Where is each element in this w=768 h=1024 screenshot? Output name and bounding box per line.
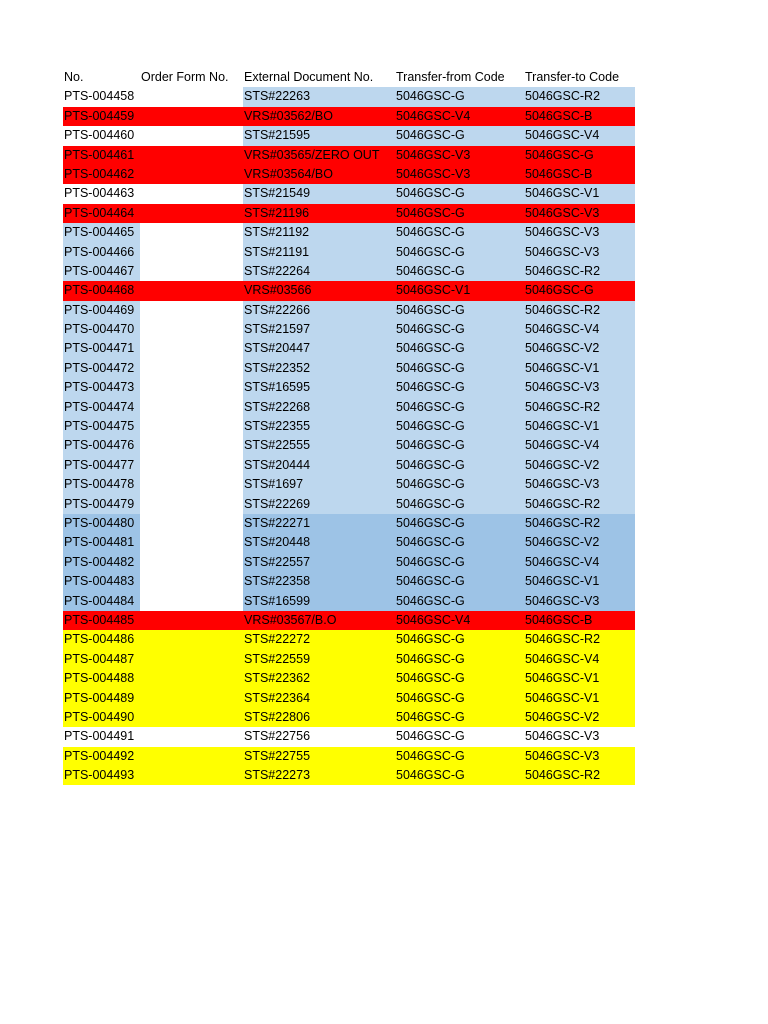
cell-external-document-no[interactable]: STS#22806: [243, 708, 395, 727]
transfer-orders-sheet: [63, 68, 635, 785]
cell-order-form-no[interactable]: [140, 766, 243, 785]
table-row: [63, 262, 635, 281]
cell-transfer-from-code[interactable]: 5046GSC-G: [395, 456, 524, 475]
cell-no[interactable]: PTS-004470: [63, 320, 140, 339]
cell-transfer-to-code[interactable]: 5046GSC-V1: [524, 669, 635, 688]
cell-no[interactable]: PTS-004475: [63, 417, 140, 436]
table-row: [63, 456, 635, 475]
cell-no[interactable]: PTS-004463: [64, 186, 135, 201]
cell-order-form-no[interactable]: [140, 630, 243, 649]
cell-external-document-no[interactable]: STS#21196: [243, 204, 395, 223]
cell-order-form-no[interactable]: [140, 533, 243, 552]
cell-external-document-no[interactable]: STS#22557: [243, 553, 395, 572]
cell-transfer-to-code[interactable]: 5046GSC-V3: [524, 223, 635, 242]
cell-external-document-no[interactable]: VRS#03566: [243, 281, 395, 300]
cell-transfer-from-code[interactable]: 5046GSC-G: [395, 708, 524, 727]
cell-order-form-no[interactable]: [140, 320, 243, 339]
table-row: [63, 436, 635, 455]
cell-no[interactable]: PTS-004466: [63, 243, 140, 262]
cell-no[interactable]: PTS-004484: [63, 592, 140, 611]
cell-order-form-no[interactable]: [140, 281, 243, 300]
cell-transfer-from-code[interactable]: 5046GSC-G: [395, 475, 524, 494]
table-row: [63, 708, 635, 727]
table-row: [63, 592, 635, 611]
cell-order-form-no[interactable]: [140, 359, 243, 378]
header-external-document-no[interactable]: External Document No.: [244, 70, 374, 84]
cell-transfer-to-code[interactable]: 5046GSC-V3: [524, 475, 635, 494]
cell-external-document-no[interactable]: STS#16595: [243, 378, 395, 397]
cell-transfer-from-code[interactable]: 5046GSC-G: [395, 378, 524, 397]
table-row: [63, 146, 635, 165]
cell-no[interactable]: PTS-004460: [64, 128, 135, 143]
cell-order-form-no[interactable]: [140, 708, 243, 727]
cell-transfer-to-code[interactable]: 5046GSC-V3: [524, 747, 635, 766]
cell-external-document-no[interactable]: STS#20447: [243, 339, 395, 358]
cell-no[interactable]: PTS-004461: [63, 146, 140, 165]
cell-no[interactable]: PTS-004464: [63, 204, 140, 223]
cell-no[interactable]: PTS-004474: [63, 398, 140, 417]
cell-no[interactable]: PTS-004486: [63, 630, 140, 649]
cell-transfer-to-code[interactable]: 5046GSC-V4: [524, 126, 635, 145]
cell-no[interactable]: PTS-004462: [63, 165, 140, 184]
cell-no[interactable]: PTS-004482: [63, 553, 140, 572]
cell-no[interactable]: PTS-004458: [64, 89, 135, 104]
cell-transfer-to-code[interactable]: 5046GSC-V1: [524, 572, 635, 591]
table-row: [63, 165, 635, 184]
table-row: [63, 572, 635, 591]
table-row: [63, 650, 635, 669]
cell-no[interactable]: PTS-004479: [63, 495, 140, 514]
header-transfer-to-code[interactable]: Transfer-to Code: [525, 70, 620, 84]
cell-transfer-from-code[interactable]: 5046GSC-V4: [395, 611, 524, 630]
cell-external-document-no[interactable]: STS#22364: [243, 689, 395, 708]
cell-order-form-no[interactable]: [140, 301, 243, 320]
cell-no[interactable]: PTS-004480: [63, 514, 140, 533]
header-transfer-from-code[interactable]: Transfer-from Code: [396, 70, 505, 84]
cell-order-form-no[interactable]: [140, 243, 243, 262]
cell-order-form-no[interactable]: [140, 747, 243, 766]
cell-transfer-to-code[interactable]: 5046GSC-R2: [524, 514, 635, 533]
cell-transfer-from-code[interactable]: 5046GSC-G: [395, 436, 524, 455]
cell-transfer-to-code[interactable]: 5046GSC-V3: [524, 204, 635, 223]
cell-order-form-no[interactable]: [140, 436, 243, 455]
cell-no[interactable]: PTS-004459: [63, 107, 140, 126]
cell-no[interactable]: PTS-004469: [63, 301, 140, 320]
cell-external-document-no[interactable]: STS#21549: [243, 184, 395, 203]
table-row: [63, 514, 635, 533]
cell-no[interactable]: PTS-004488: [63, 669, 140, 688]
cell-order-form-no[interactable]: [140, 592, 243, 611]
cell-external-document-no[interactable]: STS#22555: [243, 436, 395, 455]
cell-no[interactable]: PTS-004465: [63, 223, 140, 242]
cell-transfer-to-code[interactable]: 5046GSC-B: [524, 165, 635, 184]
cell-transfer-to-code[interactable]: 5046GSC-V4: [524, 320, 635, 339]
cell-transfer-from-code[interactable]: 5046GSC-G: [395, 592, 524, 611]
cell-no[interactable]: PTS-004492: [63, 747, 140, 766]
cell-transfer-from-code[interactable]: 5046GSC-G: [395, 223, 524, 242]
cell-transfer-to-code[interactable]: 5046GSC-B: [524, 107, 635, 126]
table-row: [63, 107, 635, 126]
cell-transfer-from-code[interactable]: 5046GSC-G: [395, 417, 524, 436]
cell-transfer-from-code[interactable]: 5046GSC-G: [395, 669, 524, 688]
table-row: [63, 495, 635, 514]
cell-transfer-to-code[interactable]: 5046GSC-V4: [524, 436, 635, 455]
cell-order-form-no[interactable]: [140, 204, 243, 223]
cell-order-form-no[interactable]: [140, 417, 243, 436]
table-row: [63, 398, 635, 417]
cell-transfer-to-code[interactable]: 5046GSC-B: [524, 611, 635, 630]
cell-transfer-to-code[interactable]: 5046GSC-R2: [524, 262, 635, 281]
cell-transfer-to-code[interactable]: 5046GSC-V1: [524, 417, 635, 436]
cell-external-document-no[interactable]: STS#22269: [243, 495, 395, 514]
table-row: [63, 184, 635, 203]
cell-external-document-no[interactable]: STS#22264: [243, 262, 395, 281]
cell-external-document-no[interactable]: VRS#03564/BO: [243, 165, 395, 184]
cell-transfer-from-code[interactable]: 5046GSC-G: [395, 126, 524, 145]
table-row: [63, 766, 635, 785]
table-row: [63, 630, 635, 649]
table-row: [63, 223, 635, 242]
cell-transfer-from-code[interactable]: 5046GSC-G: [395, 495, 524, 514]
cell-no[interactable]: PTS-004487: [63, 650, 140, 669]
cell-transfer-from-code[interactable]: 5046GSC-G: [395, 533, 524, 552]
table-row: [63, 320, 635, 339]
cell-order-form-no[interactable]: [140, 572, 243, 591]
cell-order-form-no[interactable]: [140, 398, 243, 417]
table-row: [63, 747, 635, 766]
cell-transfer-to-code[interactable]: 5046GSC-V3: [524, 727, 635, 746]
cell-transfer-from-code[interactable]: 5046GSC-G: [395, 747, 524, 766]
cell-transfer-to-code[interactable]: 5046GSC-G: [524, 281, 635, 300]
header-row: [63, 68, 635, 87]
cell-transfer-to-code[interactable]: 5046GSC-V2: [524, 533, 635, 552]
table-row: [63, 281, 635, 300]
cell-transfer-from-code[interactable]: 5046GSC-G: [395, 204, 524, 223]
cell-transfer-from-code[interactable]: 5046GSC-G: [395, 301, 524, 320]
cell-transfer-from-code[interactable]: 5046GSC-V1: [395, 281, 524, 300]
cell-order-form-no[interactable]: [140, 223, 243, 242]
table-row: [63, 87, 635, 106]
cell-order-form-no[interactable]: [140, 475, 243, 494]
cell-external-document-no[interactable]: STS#22272: [243, 630, 395, 649]
cell-external-document-no[interactable]: STS#22273: [243, 766, 395, 785]
cell-no[interactable]: PTS-004478: [63, 475, 140, 494]
cell-no[interactable]: PTS-004489: [63, 689, 140, 708]
cell-order-form-no[interactable]: [140, 514, 243, 533]
table-row: [63, 243, 635, 262]
cell-order-form-no[interactable]: [140, 650, 243, 669]
cell-order-form-no[interactable]: [140, 689, 243, 708]
cell-no[interactable]: PTS-004471: [63, 339, 140, 358]
cell-transfer-from-code[interactable]: 5046GSC-G: [395, 572, 524, 591]
cell-order-form-no[interactable]: [140, 87, 243, 106]
cell-no[interactable]: PTS-004477: [63, 456, 140, 475]
table-row: [63, 727, 635, 746]
cell-no[interactable]: PTS-004476: [63, 436, 140, 455]
cell-external-document-no[interactable]: STS#22271: [243, 514, 395, 533]
cell-order-form-no[interactable]: [140, 262, 243, 281]
cell-transfer-to-code[interactable]: 5046GSC-V2: [524, 339, 635, 358]
cell-transfer-to-code[interactable]: 5046GSC-R2: [524, 630, 635, 649]
cell-transfer-to-code[interactable]: 5046GSC-V3: [524, 378, 635, 397]
cell-no[interactable]: PTS-004485: [63, 611, 140, 630]
cell-transfer-from-code[interactable]: 5046GSC-V3: [395, 146, 524, 165]
cell-transfer-from-code[interactable]: 5046GSC-G: [395, 766, 524, 785]
cell-transfer-to-code[interactable]: 5046GSC-V1: [524, 359, 635, 378]
cell-order-form-no[interactable]: [140, 165, 243, 184]
cell-order-form-no[interactable]: [140, 495, 243, 514]
table-row: [63, 417, 635, 436]
cell-external-document-no[interactable]: STS#20444: [243, 456, 395, 475]
cell-order-form-no[interactable]: [140, 727, 243, 746]
table-row: [63, 126, 635, 145]
cell-transfer-from-code[interactable]: 5046GSC-G: [395, 514, 524, 533]
cell-external-document-no[interactable]: STS#22352: [243, 359, 395, 378]
table-row: [63, 669, 635, 688]
cell-external-document-no[interactable]: STS#16599: [243, 592, 395, 611]
cell-transfer-to-code[interactable]: 5046GSC-V2: [524, 708, 635, 727]
table-row: [63, 475, 635, 494]
cell-external-document-no[interactable]: STS#22268: [243, 398, 395, 417]
header-no[interactable]: No.: [64, 70, 84, 84]
cell-transfer-to-code[interactable]: 5046GSC-V3: [524, 243, 635, 262]
cell-transfer-from-code[interactable]: 5046GSC-V4: [395, 107, 524, 126]
cell-order-form-no[interactable]: [140, 339, 243, 358]
cell-transfer-from-code[interactable]: 5046GSC-G: [395, 320, 524, 339]
cell-transfer-from-code[interactable]: 5046GSC-G: [395, 689, 524, 708]
cell-transfer-to-code[interactable]: 5046GSC-R2: [524, 301, 635, 320]
cell-transfer-from-code[interactable]: 5046GSC-G: [395, 650, 524, 669]
cell-no[interactable]: PTS-004493: [63, 766, 140, 785]
cell-no[interactable]: PTS-004481: [63, 533, 140, 552]
cell-transfer-from-code[interactable]: 5046GSC-G: [395, 87, 524, 106]
table-row: [63, 689, 635, 708]
cell-no[interactable]: PTS-004490: [63, 708, 140, 727]
cell-transfer-to-code[interactable]: 5046GSC-R2: [524, 87, 635, 106]
cell-transfer-from-code[interactable]: 5046GSC-G: [395, 727, 524, 746]
cell-external-document-no[interactable]: VRS#03562/BO: [243, 107, 395, 126]
cell-order-form-no[interactable]: [140, 553, 243, 572]
table-body: [63, 87, 635, 785]
cell-no[interactable]: PTS-004491: [64, 729, 135, 744]
header-order-form-no[interactable]: Order Form No.: [141, 70, 229, 84]
table-row: [63, 359, 635, 378]
cell-transfer-to-code[interactable]: 5046GSC-V4: [524, 553, 635, 572]
cell-external-document-no[interactable]: STS#21595: [243, 126, 395, 145]
cell-transfer-from-code[interactable]: 5046GSC-G: [395, 184, 524, 203]
cell-external-document-no[interactable]: STS#21191: [243, 243, 395, 262]
cell-transfer-to-code[interactable]: 5046GSC-G: [524, 146, 635, 165]
cell-external-document-no[interactable]: STS#21192: [243, 223, 395, 242]
cell-transfer-from-code[interactable]: 5046GSC-G: [395, 359, 524, 378]
cell-transfer-from-code[interactable]: 5046GSC-G: [395, 398, 524, 417]
cell-transfer-to-code[interactable]: 5046GSC-V2: [524, 456, 635, 475]
cell-order-form-no[interactable]: [140, 146, 243, 165]
cell-transfer-from-code[interactable]: 5046GSC-G: [395, 243, 524, 262]
table-row: [63, 378, 635, 397]
table-row: [63, 611, 635, 630]
cell-external-document-no[interactable]: STS#22358: [243, 572, 395, 591]
cell-transfer-from-code[interactable]: 5046GSC-G: [395, 339, 524, 358]
cell-transfer-from-code[interactable]: 5046GSC-G: [395, 630, 524, 649]
cell-external-document-no[interactable]: STS#21597: [243, 320, 395, 339]
cell-no[interactable]: PTS-004472: [63, 359, 140, 378]
cell-external-document-no[interactable]: VRS#03567/B.O: [243, 611, 395, 630]
cell-order-form-no[interactable]: [140, 456, 243, 475]
cell-external-document-no[interactable]: STS#20448: [243, 533, 395, 552]
cell-external-document-no[interactable]: VRS#03565/ZERO OUT: [243, 146, 395, 165]
cell-transfer-to-code[interactable]: 5046GSC-V3: [524, 592, 635, 611]
cell-order-form-no[interactable]: [140, 669, 243, 688]
cell-order-form-no[interactable]: [140, 611, 243, 630]
cell-transfer-from-code[interactable]: 5046GSC-G: [395, 553, 524, 572]
cell-order-form-no[interactable]: [140, 107, 243, 126]
cell-external-document-no[interactable]: STS#22756: [243, 727, 395, 746]
table-row: [63, 204, 635, 223]
table-row: [63, 533, 635, 552]
table-row: [63, 553, 635, 572]
cell-transfer-from-code[interactable]: 5046GSC-V3: [395, 165, 524, 184]
cell-transfer-to-code[interactable]: 5046GSC-V1: [524, 689, 635, 708]
cell-external-document-no[interactable]: STS#22362: [243, 669, 395, 688]
cell-external-document-no[interactable]: STS#22263: [243, 87, 395, 106]
table-row: [63, 339, 635, 358]
table-row: [63, 301, 635, 320]
cell-transfer-to-code[interactable]: 5046GSC-R2: [524, 495, 635, 514]
cell-transfer-to-code[interactable]: 5046GSC-V4: [524, 650, 635, 669]
cell-external-document-no[interactable]: STS#22559: [243, 650, 395, 669]
cell-order-form-no[interactable]: [140, 126, 243, 145]
cell-no[interactable]: PTS-004473: [63, 378, 140, 397]
cell-order-form-no[interactable]: [140, 378, 243, 397]
cell-transfer-from-code[interactable]: 5046GSC-G: [395, 262, 524, 281]
cell-external-document-no[interactable]: STS#22266: [243, 301, 395, 320]
cell-external-document-no[interactable]: STS#1697: [243, 475, 395, 494]
cell-no[interactable]: PTS-004468: [63, 281, 140, 300]
cell-transfer-to-code[interactable]: 5046GSC-V1: [524, 184, 635, 203]
cell-external-document-no[interactable]: STS#22755: [243, 747, 395, 766]
cell-order-form-no[interactable]: [140, 184, 243, 203]
cell-no[interactable]: PTS-004483: [63, 572, 140, 591]
cell-transfer-to-code[interactable]: 5046GSC-R2: [524, 766, 635, 785]
cell-no[interactable]: PTS-004467: [63, 262, 140, 281]
cell-external-document-no[interactable]: STS#22355: [243, 417, 395, 436]
cell-transfer-to-code[interactable]: 5046GSC-R2: [524, 398, 635, 417]
